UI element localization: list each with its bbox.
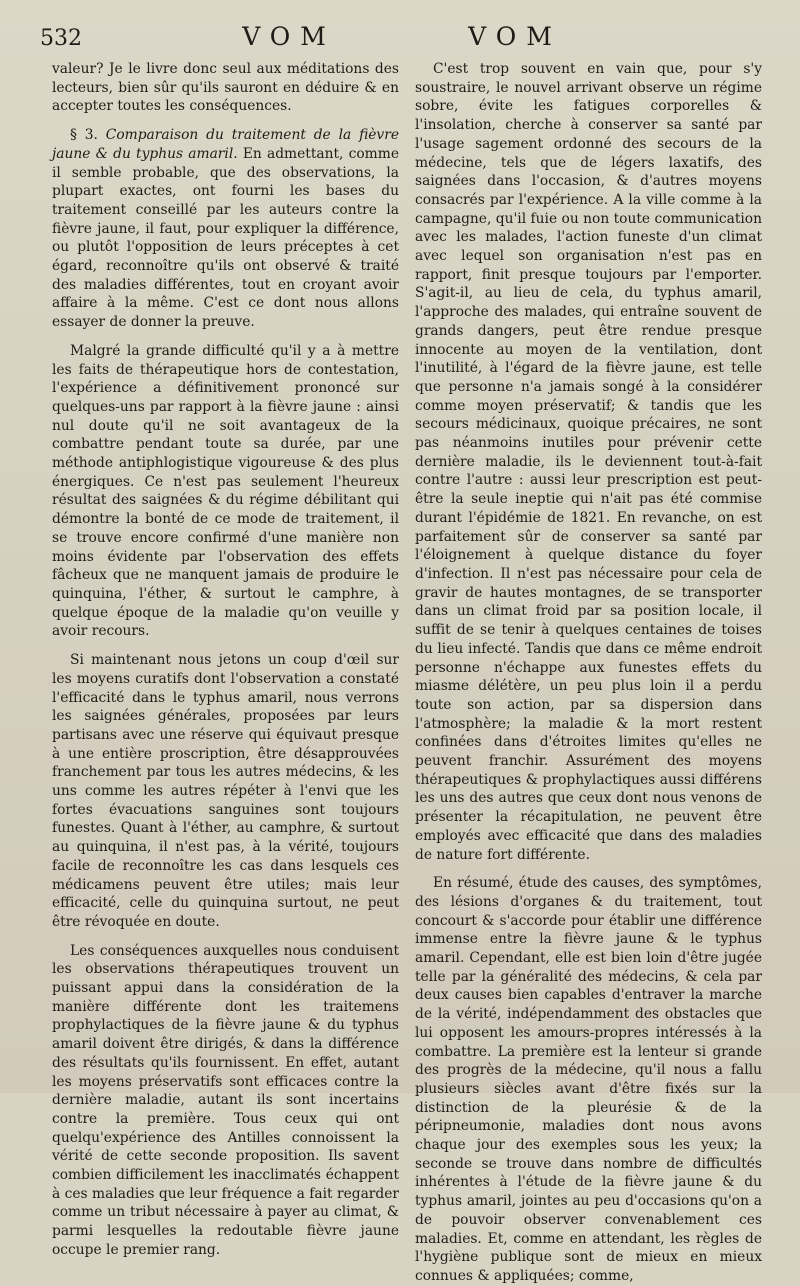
left-column	[52, 60, 399, 1258]
running-head-left: VOM	[242, 22, 336, 51]
running-head-right: VOM	[468, 22, 562, 51]
right-column	[415, 60, 762, 1284]
section-body: En admettant, comme il semble probable, que des observations, la plupart exactes, ont fourni les bases du traitement conseillé par les auteurs contre la fièvre jaune, il faut, pour expliquer la différence, ou plutôt l'opposition de leurs préceptes à cet égard, reconnoître qu'ils ont observé & traité des maladies différentes, tout en croyant avoir affaire à la même. C'est ce dont nous allons essayer de donner la preuve.	[52, 145, 399, 331]
section-paragraph	[52, 126, 399, 332]
page-header	[40, 22, 764, 58]
paragraph: Les conséquences auxquelles nous conduisent les observations thérapeutiques trouvent un puissant appui dans la considération de la manière différente dont les traitemens prophylactiques de la fièvre jaune & du typhus amaril doivent être dirigés, & dans la différence des résultats qu'ils fournissent. En effet, autant les moyens préservatifs sont efficaces contre la dernière maladie, autant ils sont incertains contre la première. Tous ceux qui ont quelqu'expérience des Antilles connoissent la vérité de cette seconde proposition. Ils savent combien difficilement les inacclimatés échappent à ces maladies que leur fréquence a fait regarder comme un tribut nécessaire à payer au climat, & parmi lesquelles la redoutable fièvre jaune occupe le premier rang.	[52, 942, 399, 1258]
section-title: Comparaison du traitement de la fièvre jaune & du typhus amaril.	[52, 127, 399, 162]
paragraph: C'est trop souvent en vain que, pour s'y soustraire, le nouvel arrivant observe un régime sobre, évite les fatigues corporelles & l'insolation, cherche à conserver sa santé par l'usage sagement ordonné des secours de la médecine, tels que de légers laxatifs, des saignées dans l'occasion, & d'autres moyens consacrés par l'expérience. A la ville comme à la campagne, qu'il fuie ou non toute communication avec les malades, l'action funeste d'un climat avec lequel son organisation n'est pas en rapport, finit presque toujours par l'emporter. S'agit-il, au lieu de cela, du typhus amaril, l'approche des malades, qui entraîne souvent de grands dangers, peut être rendue presque innocente au moyen de la ventilation, dont l'inutilité, à l'égard de la fièvre jaune, est telle que personne n'a jamais songé à la considérer comme moyen préservatif; & tandis que les secours médicinaux, quoique précaires, ne sont pas néanmoins inutiles pour prévenir cette dernière maladie, ils le deviennent tout-à-fait contre l'autre : aussi leur prescription est peut-être la seule ineptie qui n'ait pas été commise durant l'épidémie de 1821. En revanche, on est parfaitement sûr de conserver sa santé par l'éloignement à quelque distance du foyer d'infection. Il n'est pas nécessaire pour cela de gravir de hautes montagnes, de se transporter dans un climat froid par sa position locale, il suffit de se tenir à quelques centaines de toises du lieu infecté. Tandis que dans ce même endroit personne n'échappe aux funestes effets du miasme délétère, un peu plus loin il a perdu toute son action, par sa dispersion dans l'atmosphère; la maladie & la mort restent confinées dans d'étroites limites qu'elles ne peuvent franchir. Assurément des moyens thérapeutiques & prophylactiques aussi différens les uns des autres que ceux dont nous venons de présenter la récapitulation, ne peuvent être employés avec efficacité que dans des maladies de nature fort différente.	[415, 61, 762, 863]
paragraph: En résumé, étude des causes, des symptômes, des lésions d'organes & du traitement, tout concourt & s'accorde pour établir une différence immense entre la fièvre jaune & le typhus amaril. Cependant, elle est bien loin d'être jugée telle par la généralité des médecins, & cela par deux causes bien capables d'entraver la marche de la vérité, indépendamment des obstacles que lui opposent les amours-propres intéressés à la combattre. La première est la lenteur si grande des progrès de la médecine, qu'il nous a fallu plusieurs siècles avant d'être fixés sur la distinction de la pleurésie & de la péripneumonie, maladies dont nous avons chaque jour des exemples sous les yeux; la seconde se trouve dans nombre de difficultés inhérentes à l'étude de la fièvre jaune & du typhus amaril, jointes au peu d'occasions qu'on a de pouvoir observer convenablement ces maladies. Et, comme en attendant, les règles de l'hygiène publique sont de mieux en mieux connues & appliquées; comme,	[415, 875, 762, 1284]
paragraph: valeur? Je le livre donc seul aux méditations des lecteurs, bien sûr qu'ils sauront en déduire & en accepter toutes les conséquences.	[52, 61, 399, 115]
text-columns	[52, 60, 762, 1284]
paragraph: Si maintenant nous jetons un coup d'œil sur les moyens curatifs dont l'observation a constaté l'efficacité dans le typhus amaril, nous verrons les saignées générales, proposées par leurs partisans avec une réserve qui équivaut presque à une entière proscription, être désapprouvées franchement par tous les autres médecins, & les uns comme les autres répéter à l'envi que les fortes évacuations sanguines sont toujours funestes. Quant à l'éther, au camphre, & surtout au quinquina, il n'est pas, à la vérité, toujours facile de reconnoître les cas dans lesquels ces médicamens peuvent être utiles; mais leur efficacité, celle du quinquina surtout, ne peut être révoquée en doute.	[52, 652, 399, 930]
page-number: 532	[40, 26, 82, 51]
paragraph: Malgré la grande difficulté qu'il y a à mettre les faits de thérapeutique hors de contestation, l'expérience a définitivement prononcé sur quelques-uns par rapport à la fièvre jaune : ainsi nul doute qu'il ne soit avantageux de la combattre pendant toute sa durée, par une méthode antiphlogistique vigoureuse & des plus énergiques. Ce n'est pas seulement l'heureux résultat des saignées & du régime débilitant qui démontre la bonté de ce mode de traitement, il se trouve encore confirmé d'une manière non moins évidente par l'observation des effets fâcheux que ne manquent jamais de produire le quinquina, l'éther, & surtout le camphre, à quelque époque de la maladie qu'on veuille y avoir recours.	[52, 342, 399, 640]
section-number: § 3.	[70, 127, 98, 144]
